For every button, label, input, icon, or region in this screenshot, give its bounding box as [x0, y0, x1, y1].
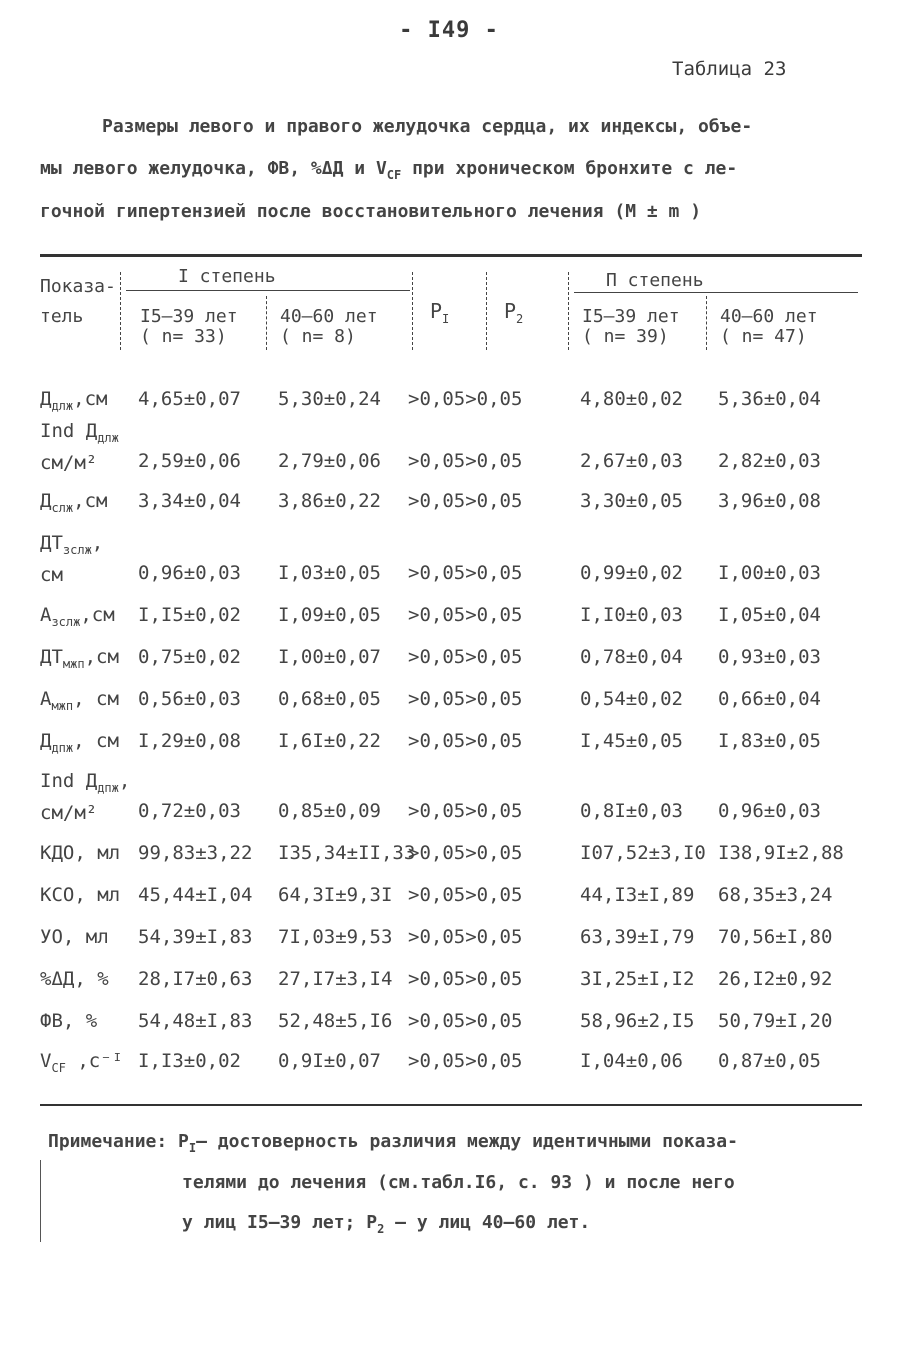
value-i-15-39: 54,48±I,83	[138, 1010, 253, 1032]
p-values: >0,05>0,05	[408, 646, 523, 668]
row-label	[40, 604, 115, 629]
row-label-text: ДТ	[40, 646, 63, 668]
row-label-tail: ,см	[84, 646, 119, 668]
header-indicator-1: Показа-	[40, 276, 116, 297]
row-label-sub: дпж	[97, 781, 119, 795]
header-group-2-rule	[574, 292, 858, 293]
value-i-40-60: 5,30±0,24	[278, 388, 381, 410]
row-label-text: ДТ	[40, 532, 63, 554]
row-label-text: КСО, мл	[40, 884, 121, 906]
header-group-1: I степень	[178, 266, 276, 287]
header-divider	[412, 272, 413, 350]
header-g1c1-n: ( n= 33)	[140, 326, 227, 347]
row-label-text: V	[40, 1050, 52, 1072]
value-i-15-39: 4,65±0,07	[138, 388, 241, 410]
note-line-3-text: у лиц I5–39 лет; P	[182, 1212, 378, 1233]
p-values: >0,05>0,05	[408, 388, 523, 410]
value-i-15-39: 3,34±0,04	[138, 490, 241, 512]
row-label-text: ФВ, %	[40, 1010, 98, 1032]
header-divider	[120, 272, 121, 350]
header-group-1-rule	[126, 290, 410, 291]
value-i-15-39: 28,I7±0,63	[138, 968, 253, 990]
row-label	[40, 416, 119, 478]
value-ii-15-39: 0,99±0,02	[580, 562, 683, 584]
margin-mark	[40, 1160, 41, 1242]
value-i-15-39: 45,44±I,04	[138, 884, 253, 906]
row-label	[40, 766, 130, 828]
p-values: >0,05>0,05	[408, 490, 523, 512]
row-label-tail: , см	[73, 730, 119, 752]
row-label-tail: ,см	[80, 604, 115, 626]
value-i-15-39: I,29±0,08	[138, 730, 241, 752]
table-label: Таблица 23	[672, 58, 787, 80]
value-ii-40-60: 26,I2±0,92	[718, 968, 833, 990]
row-label-text: Д	[40, 730, 52, 752]
row-label-tail: ,	[118, 770, 131, 792]
value-ii-15-39: 58,96±2,I5	[580, 1010, 695, 1032]
value-ii-15-39: I07,52±3,I0	[580, 842, 706, 864]
value-ii-15-39: 63,39±I,79	[580, 926, 695, 948]
header-p2-text: P	[504, 299, 517, 323]
p-values: >0,05>0,05	[408, 688, 523, 710]
note-line-1-text: Примечание: P	[48, 1131, 189, 1152]
row-label-unit: см	[40, 564, 63, 586]
row-label-text: Ind Д	[40, 420, 98, 442]
row-label-text: УО, мл	[40, 926, 109, 948]
value-ii-15-39: I,45±0,05	[580, 730, 683, 752]
value-ii-15-39: 3I,25±I,I2	[580, 968, 695, 990]
header-p1-sub: I	[442, 312, 450, 326]
title-line-2-tail: при хроническом бронхите с ле-	[401, 158, 738, 179]
header-g1c1-age: I5–39 лет	[140, 306, 238, 327]
value-i-15-39: 99,83±3,22	[138, 842, 253, 864]
row-label-text: А	[40, 604, 52, 626]
value-ii-40-60: 3,96±0,08	[718, 490, 821, 512]
note-line-1-tail: – достоверность различия между идентичными показа-	[196, 1131, 738, 1152]
header-p1	[430, 300, 449, 325]
row-label	[40, 1010, 97, 1032]
note-line-3-sub: 2	[377, 1222, 385, 1236]
p-values: >0,05>0,05	[408, 884, 523, 906]
value-i-40-60: 0,85±0,09	[278, 800, 381, 822]
p-values: >0,05>0,05	[408, 450, 523, 472]
table-note	[48, 1122, 868, 1244]
row-label-tail: ,с⁻ᴵ	[65, 1050, 124, 1072]
row-label	[40, 842, 120, 864]
row-label-sub: дпж	[51, 741, 74, 755]
title-line-3: гочной гипертензией после восстановительного лечения (M ± m )	[40, 201, 702, 222]
header-g2c2-n: ( n= 47)	[720, 326, 807, 347]
row-label	[40, 388, 108, 413]
value-i-40-60: 64,3I±9,3I	[278, 884, 393, 906]
header-divider	[706, 296, 707, 350]
row-label-unit: см/м²	[40, 802, 98, 824]
value-i-40-60: 0,9I±0,07	[278, 1050, 381, 1072]
value-ii-15-39: 44,I3±I,89	[580, 884, 695, 906]
p-values: >0,05>0,05	[408, 800, 523, 822]
value-i-40-60: 3,86±0,22	[278, 490, 381, 512]
value-i-40-60: I,03±0,05	[278, 562, 381, 584]
header-g2c1-n: ( n= 39)	[582, 326, 669, 347]
row-label	[40, 1050, 124, 1075]
value-ii-40-60: I38,9I±2,88	[718, 842, 844, 864]
header-group-2: П степень	[606, 270, 704, 291]
header-g2c1-age: I5–39 лет	[582, 306, 680, 327]
note-line-3	[48, 1203, 868, 1244]
row-label-unit: см/м²	[40, 452, 98, 474]
value-ii-40-60: 68,35±3,24	[718, 884, 833, 906]
value-i-15-39: 0,56±0,03	[138, 688, 241, 710]
header-divider	[568, 272, 569, 350]
row-label	[40, 968, 109, 990]
row-label	[40, 528, 103, 590]
value-ii-15-39: 3,30±0,05	[580, 490, 683, 512]
value-i-15-39: 54,39±I,83	[138, 926, 253, 948]
p-values: >0,05>0,05	[408, 1050, 523, 1072]
note-line-3-tail: – у лиц 40–60 лет.	[384, 1212, 591, 1233]
value-ii-40-60: 0,87±0,05	[718, 1050, 821, 1072]
row-label-text: КДО, мл	[40, 842, 121, 864]
header-p1-text: P	[430, 299, 443, 323]
value-i-40-60: 27,I7±3,I4	[278, 968, 393, 990]
row-label-text: Д	[40, 490, 52, 512]
header-divider	[266, 296, 267, 350]
value-i-40-60: 52,48±5,I6	[278, 1010, 393, 1032]
value-ii-40-60: 0,96±0,03	[718, 800, 821, 822]
value-ii-40-60: I,83±0,05	[718, 730, 821, 752]
value-i-40-60: I,09±0,05	[278, 604, 381, 626]
row-label-sub: длж	[97, 431, 119, 445]
value-ii-40-60: 70,56±I,80	[718, 926, 833, 948]
row-label	[40, 490, 108, 515]
row-label	[40, 646, 119, 671]
value-ii-15-39: 0,8I±0,03	[580, 800, 683, 822]
table-top-rule	[40, 254, 862, 257]
value-i-40-60: I,6I±0,22	[278, 730, 381, 752]
value-i-15-39: 0,72±0,03	[138, 800, 241, 822]
value-i-15-39: I,I3±0,02	[138, 1050, 241, 1072]
row-label-tail: , см	[73, 688, 119, 710]
title-line-1: Размеры левого и правого желудочка сердца, их индексы, объе-	[102, 116, 753, 137]
value-ii-40-60: 0,93±0,03	[718, 646, 821, 668]
note-line-1	[48, 1122, 868, 1163]
header-divider	[486, 272, 487, 350]
p-values: >0,05>0,05	[408, 604, 523, 626]
p-values: >0,05>0,05	[408, 968, 523, 990]
row-label-tail: ,см	[73, 388, 108, 410]
header-indicator-2: тель	[40, 306, 84, 327]
row-label-text: %ΔД, %	[40, 968, 109, 990]
value-ii-40-60: 2,82±0,03	[718, 450, 821, 472]
header-g1c2-age: 40–60 лет	[280, 306, 378, 327]
value-ii-15-39: I,I0±0,03	[580, 604, 683, 626]
row-label-sub: CF	[51, 1061, 66, 1075]
value-ii-15-39: 4,80±0,02	[580, 388, 683, 410]
row-label-tail: ,	[91, 532, 104, 554]
row-label-text: Д	[40, 388, 52, 410]
value-ii-15-39: 0,54±0,02	[580, 688, 683, 710]
row-label	[40, 884, 120, 906]
value-ii-15-39: 2,67±0,03	[580, 450, 683, 472]
value-ii-40-60: I,00±0,03	[718, 562, 821, 584]
header-p2	[504, 300, 523, 325]
row-label	[40, 926, 109, 948]
value-i-15-39: 0,96±0,03	[138, 562, 241, 584]
value-ii-40-60: 50,79±I,20	[718, 1010, 833, 1032]
title-line-2	[40, 148, 860, 191]
value-i-40-60: I,00±0,07	[278, 646, 381, 668]
row-label-sub: зслж	[51, 615, 81, 629]
row-label-sub: мжп	[51, 699, 74, 713]
row-label-sub: мжп	[62, 657, 85, 671]
value-i-40-60: 0,68±0,05	[278, 688, 381, 710]
note-line-2: телями до лечения (см.табл.I6, с. 93 ) и после него	[182, 1172, 735, 1193]
value-i-15-39: I,I5±0,02	[138, 604, 241, 626]
title-line-2-sub: CF	[386, 168, 402, 182]
row-label-text: А	[40, 688, 52, 710]
value-i-15-39: 2,59±0,06	[138, 450, 241, 472]
value-ii-40-60: 0,66±0,04	[718, 688, 821, 710]
row-label-text: Ind Д	[40, 770, 98, 792]
value-ii-40-60: I,05±0,04	[718, 604, 821, 626]
header-g1c2-n: ( n= 8)	[280, 326, 356, 347]
value-i-15-39: 0,75±0,02	[138, 646, 241, 668]
value-i-40-60: 2,79±0,06	[278, 450, 381, 472]
row-label-sub: слж	[51, 501, 74, 515]
value-i-40-60: 7I,03±9,53	[278, 926, 393, 948]
header-p2-sub: 2	[516, 312, 524, 326]
title-line-2-text: мы левого желудочка, ФВ, %ΔД и V	[40, 158, 387, 179]
table-bottom-rule	[40, 1104, 862, 1106]
note-line-1-sub: I	[188, 1141, 197, 1155]
p-values: >0,05>0,05	[408, 842, 523, 864]
p-values: >0,05>0,05	[408, 926, 523, 948]
row-label-sub: длж	[51, 399, 74, 413]
value-ii-15-39: 0,78±0,04	[580, 646, 683, 668]
p-values: >0,05>0,05	[408, 1010, 523, 1032]
header-g2c2-age: 40–60 лет	[720, 306, 818, 327]
page-number: - I49 -	[399, 18, 499, 43]
row-label-tail: ,см	[73, 490, 108, 512]
p-values: >0,05>0,05	[408, 562, 523, 584]
row-label-sub: зслж	[62, 543, 92, 557]
row-label	[40, 688, 119, 713]
row-label	[40, 730, 119, 755]
value-ii-40-60: 5,36±0,04	[718, 388, 821, 410]
value-ii-15-39: I,04±0,06	[580, 1050, 683, 1072]
table-title	[40, 106, 860, 233]
value-i-40-60: I35,34±II,33	[278, 842, 416, 864]
p-values: >0,05>0,05	[408, 730, 523, 752]
